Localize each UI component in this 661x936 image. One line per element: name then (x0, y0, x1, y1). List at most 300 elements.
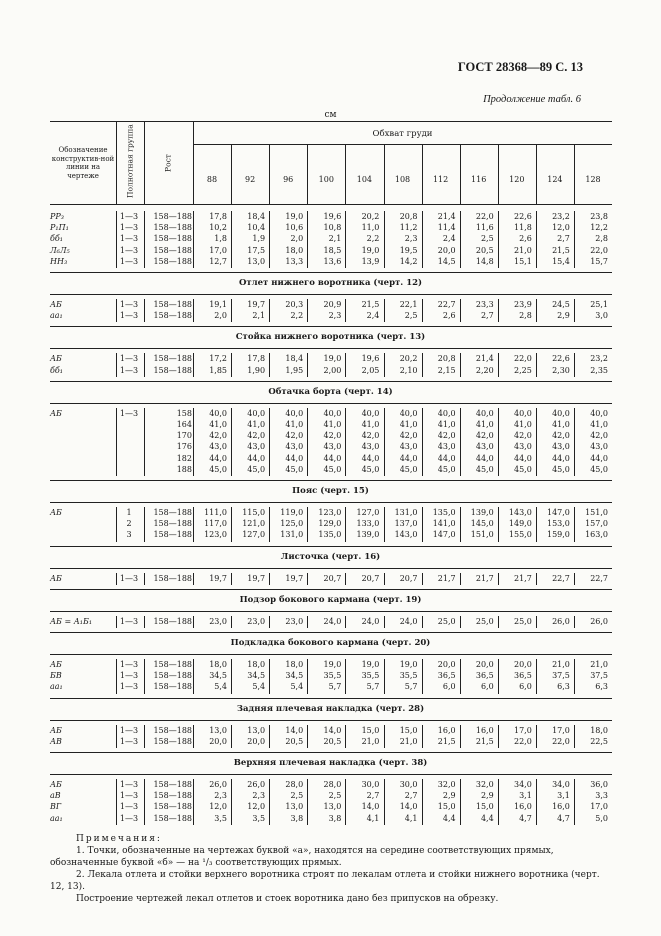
table-cell: 2,0 (290, 234, 304, 244)
table-cell: 45,0 (361, 464, 380, 474)
table-cell: 17,0 (209, 245, 227, 255)
table-cell: 20,2 (361, 212, 380, 221)
table-cell: 10,6 (285, 223, 304, 233)
table-cell: 4,1 (404, 813, 418, 823)
table-cell: 35,5 (399, 671, 418, 681)
table-cell: 159,0 (546, 530, 570, 540)
table-row (50, 212, 612, 222)
table-cell: 40,0 (475, 408, 494, 418)
table-cell: 2,15 (437, 365, 456, 375)
table-cell: 1,9 (252, 234, 266, 244)
table-cell: 41,0 (437, 420, 456, 429)
section-title: Обтачка борта (черт. 14) (268, 386, 393, 397)
table-cell: 28,0 (285, 780, 304, 789)
table-cell: 15,0 (475, 802, 494, 812)
table-cell: 35,5 (361, 671, 380, 681)
table-cell: 40,0 (361, 408, 380, 418)
table-cell: 137,0 (394, 519, 418, 529)
table-row (50, 442, 612, 452)
table-row (50, 431, 612, 441)
table-cell: 2,2 (366, 234, 380, 244)
table-cell: 2,7 (557, 234, 570, 244)
table-row (50, 234, 612, 244)
size-header: 108 (394, 175, 411, 184)
table-cell: 40,0 (552, 408, 570, 418)
table-cell: 20,7 (323, 573, 342, 583)
row-group: 1—3 (119, 245, 139, 255)
section-title: Подзор бокового кармана (черт. 19) (239, 594, 422, 605)
table-cell: 44,0 (475, 453, 494, 463)
table-cell: 44,0 (513, 453, 532, 463)
table-cell: 15,0 (361, 725, 380, 735)
table-cell: 41,0 (247, 420, 266, 429)
row-designation: АБ (50, 780, 62, 789)
size-header: 124 (547, 175, 563, 184)
table-cell: 18,0 (285, 660, 304, 669)
table-cell: 34,5 (209, 671, 227, 681)
table-cell: 42,0 (361, 431, 380, 441)
table-cell: 21,0 (552, 660, 570, 669)
table-cell: 10,4 (247, 223, 266, 233)
table-cell: 2,10 (399, 365, 418, 375)
size-header: 88 (206, 175, 218, 184)
table-cell: 15,0 (399, 725, 418, 735)
table-row (50, 420, 612, 430)
row-designation: НН₃ (50, 256, 68, 266)
table-row (50, 465, 612, 475)
table-cell: 21,7 (513, 573, 532, 583)
table-cell: 44,0 (323, 453, 342, 463)
table-cell: 21,5 (437, 736, 456, 746)
table-cell: 43,0 (361, 442, 380, 452)
table-row (50, 682, 612, 692)
table-cell: 17,2 (209, 354, 227, 364)
row-designation: АБ (50, 725, 62, 735)
table-cell: 163,0 (585, 530, 608, 540)
note-item: Построение чертежей лекал отлетов и стоек воротника дано без припусков на обрезку. (76, 893, 499, 904)
table-cell: 127,0 (356, 508, 380, 517)
row-height: 158—188 (153, 223, 192, 233)
table-cell: 22,0 (475, 212, 494, 221)
table-cell: 129,0 (318, 519, 342, 529)
row-height: 158 (176, 408, 192, 418)
row-designation: аа₁ (50, 311, 63, 321)
table-row (50, 311, 612, 321)
table-cell: 24,0 (361, 616, 380, 626)
table-cell: 22,0 (590, 245, 608, 255)
table-cell: 153,0 (546, 519, 570, 529)
table-cell: 2,4 (366, 311, 380, 321)
table-cell: 34,5 (247, 671, 266, 681)
table-cell: 123,0 (318, 508, 342, 517)
table-cell: 42,0 (552, 431, 570, 441)
table-cell: 42,0 (247, 431, 266, 441)
row-group: 1—3 (119, 671, 139, 681)
table-cell: 43,0 (437, 442, 456, 452)
table-cell: 5,7 (404, 682, 418, 692)
designation-header: Обозначение конструктив-ной линии на чертеже (51, 146, 115, 180)
row-group: 1—3 (119, 311, 139, 321)
table-cell: 13,0 (247, 256, 266, 266)
unit-label: см (324, 110, 337, 120)
row-designation: Л₆Л₅ (50, 245, 70, 255)
table-cell: 43,0 (209, 442, 227, 452)
table-cell: 36,5 (513, 671, 532, 681)
table-cell: 2,30 (552, 365, 570, 375)
table-cell: 18,0 (590, 725, 608, 735)
table-cell: 2,8 (595, 234, 608, 244)
row-designation: АБ (50, 408, 62, 418)
table-row (50, 519, 612, 529)
table-cell: 17,0 (552, 725, 570, 735)
table-cell: 4,7 (519, 813, 532, 823)
table-cell: 10,8 (323, 223, 342, 233)
table-cell: 16,0 (552, 802, 570, 812)
table-cell: 41,0 (361, 420, 380, 429)
table-cell: 42,0 (399, 431, 418, 441)
table-cell: 22,0 (513, 354, 532, 364)
row-group: 1—3 (119, 780, 139, 789)
row-group: 1—3 (119, 300, 139, 309)
table-cell: 41,0 (475, 420, 494, 429)
table-cell: 21,7 (437, 573, 456, 583)
table-cell: 2,2 (290, 311, 304, 321)
section-title: Отлет нижнего воротника (черт. 12) (238, 278, 423, 288)
table-cell: 19,7 (285, 573, 304, 583)
table-cell: 44,0 (399, 453, 418, 463)
section-title: Пояс (черт. 15) (292, 486, 369, 496)
size-header: 128 (585, 175, 601, 184)
table-cell: 24,0 (323, 616, 342, 626)
table-cell: 12,0 (552, 223, 570, 233)
table-cell: 21,7 (475, 573, 494, 583)
row-height: 158—188 (153, 573, 192, 583)
size-header: 112 (432, 175, 449, 184)
table-cell: 22,0 (552, 736, 570, 746)
table-cell: 44,0 (361, 453, 380, 463)
table-cell: 1,8 (214, 234, 227, 244)
table-cell: 20,8 (437, 354, 456, 364)
row-designation: РР₃ (50, 212, 64, 221)
table-cell: 6,0 (519, 682, 532, 692)
table-cell: 10,2 (209, 223, 227, 233)
table-cell: 43,0 (513, 442, 532, 452)
table-cell: 14,0 (285, 725, 304, 735)
row-height: 158—188 (153, 234, 192, 244)
table-cell: 3,5 (214, 813, 227, 823)
table-cell: 45,0 (209, 464, 227, 474)
table-cell: 19,0 (361, 245, 380, 255)
notes-title: Примечания: (76, 833, 162, 844)
group-header: Полнотная группа (125, 124, 135, 198)
row-designation: АБ (50, 300, 62, 309)
row-designation: бб₁ (50, 365, 63, 375)
section-title: Стойка нижнего воротника (черт. 13) (235, 332, 426, 343)
table-cell: 22,6 (552, 354, 570, 364)
table-row (50, 223, 612, 233)
row-group: 1—3 (119, 616, 139, 626)
table-cell: 11,4 (437, 223, 456, 233)
table-cell: 44,0 (247, 453, 266, 463)
row-height: 170 (176, 431, 192, 441)
table-cell: 12,2 (590, 223, 608, 233)
table-cell: 2,7 (480, 311, 494, 321)
table-cell: 23,2 (590, 354, 608, 364)
table-cell: 23,3 (475, 300, 494, 309)
table-cell: 1,90 (247, 365, 266, 375)
table-cell: 5,4 (252, 682, 266, 692)
row-group: 2 (126, 519, 132, 529)
row-designation: АБ = А₁Б₁ (50, 616, 93, 626)
table-cell: 44,0 (285, 453, 304, 463)
table-cell: 20,0 (475, 660, 494, 669)
table-cell: 40,0 (513, 408, 532, 418)
table-cell: 12,0 (247, 802, 266, 812)
row-designation: АБ (50, 508, 62, 517)
table-cell: 36,5 (475, 671, 494, 681)
table-cell: 15,1 (513, 256, 532, 266)
table-cell: 19,0 (361, 660, 380, 669)
table-row (50, 737, 612, 747)
table-cell: 6,0 (442, 682, 456, 692)
note-item: 2. Лекала отлета и стойки верхнего воротника строят по лекалам отлета и стойки нижнего воротника (черт. 12, 13). (50, 869, 600, 892)
table-cell: 21,0 (399, 736, 418, 746)
table-cell: 25,1 (590, 300, 608, 309)
table-cell: 42,0 (285, 431, 304, 441)
table-cell: 2,05 (361, 365, 380, 375)
chest-girth-header: Обхват груди (372, 129, 433, 139)
table-cell: 32,0 (437, 780, 456, 789)
table-cell: 42,0 (437, 431, 456, 441)
table-cell: 19,7 (209, 573, 227, 583)
table-cell: 28,0 (323, 780, 342, 789)
table-cell: 6,3 (557, 682, 570, 692)
row-group: 1—3 (119, 354, 139, 364)
table-cell: 20,5 (475, 245, 494, 255)
table-row (50, 354, 612, 364)
table-cell: 2,3 (252, 791, 266, 801)
row-height: 158—188 (153, 616, 192, 626)
table-cell: 19,0 (323, 354, 342, 364)
table-cell: 123,0 (204, 530, 227, 540)
table-cell: 40,0 (247, 408, 266, 418)
table-cell: 5,0 (595, 813, 608, 823)
table-cell: 45,0 (247, 464, 266, 474)
table-cell: 133,0 (356, 519, 380, 529)
height-header: Рост (163, 154, 173, 172)
table-cell: 14,5 (437, 256, 456, 266)
row-group: 1—3 (119, 573, 139, 583)
table-cell: 44,0 (209, 453, 227, 463)
table-cell: 30,0 (361, 780, 380, 789)
table-cell: 24,0 (399, 616, 418, 626)
table-cell: 23,0 (209, 616, 227, 626)
table-cell: 5,7 (366, 682, 380, 692)
table-cell: 2,0 (214, 311, 227, 321)
table-cell: 40,0 (590, 408, 608, 418)
table-row (50, 454, 612, 464)
table-cell: 32,0 (475, 780, 494, 789)
table-cell: 14,2 (399, 256, 418, 266)
table-cell: 14,8 (475, 256, 494, 266)
table-cell: 41,0 (285, 420, 304, 429)
table-cell: 117,0 (204, 519, 227, 529)
table-cell: 19,1 (209, 300, 227, 309)
table-row (50, 508, 612, 518)
table-cell: 40,0 (437, 408, 456, 418)
row-group: 1—3 (119, 234, 139, 244)
table-row (50, 814, 612, 824)
table-cell: 23,2 (552, 212, 570, 221)
table-cell: 44,0 (590, 453, 608, 463)
row-designation: Р₁П₁ (50, 223, 69, 233)
table-cell: 139,0 (470, 508, 494, 517)
table-cell: 20,0 (209, 736, 227, 746)
row-designation: АБ (50, 660, 62, 669)
table-cell: 17,5 (247, 245, 266, 255)
row-group: 3 (126, 530, 132, 540)
table-cell: 6,3 (595, 682, 608, 692)
table-cell: 18,0 (285, 245, 304, 255)
table-cell: 127,0 (242, 530, 266, 540)
table-cell: 41,0 (323, 420, 342, 429)
table-cell: 3,0 (595, 311, 608, 321)
table-cell: 43,0 (590, 442, 608, 452)
row-height: 158—188 (153, 354, 192, 364)
table-cell: 3,5 (252, 813, 266, 823)
row-height: 158—188 (153, 736, 192, 746)
table-cell: 19,7 (247, 573, 266, 583)
table-cell: 135,0 (318, 530, 342, 540)
row-group: 1—3 (119, 682, 139, 692)
table-cell: 143,0 (394, 530, 418, 540)
table-cell: 45,0 (323, 464, 342, 474)
table-cell: 42,0 (590, 431, 608, 441)
table-row (50, 660, 612, 670)
row-designation: аВ (50, 791, 61, 801)
table-row (50, 780, 612, 790)
table-cell: 2,3 (404, 234, 418, 244)
table-cell: 17,0 (590, 802, 608, 812)
table-cell: 21,5 (361, 300, 380, 309)
table-cell: 20,3 (285, 300, 304, 309)
table-row (50, 530, 612, 540)
table-row (50, 671, 612, 681)
table-cell: 26,0 (247, 780, 266, 789)
table-cell: 25,0 (437, 616, 456, 626)
row-designation: АБ (50, 573, 62, 583)
row-height: 164 (176, 420, 192, 429)
table-cell: 24,5 (552, 300, 570, 309)
table-cell: 2,5 (404, 311, 418, 321)
table-cell: 15,7 (590, 256, 608, 266)
table-cell: 21,5 (475, 736, 494, 746)
table-cell: 45,0 (399, 464, 418, 474)
table-cell: 139,0 (356, 530, 380, 540)
row-designation: ВГ (50, 802, 62, 812)
table-cell: 145,0 (470, 519, 494, 529)
table-cell: 40,0 (285, 408, 304, 418)
table-cell: 36,5 (437, 671, 456, 681)
table-cell: 22,7 (590, 573, 608, 583)
table-cell: 18,0 (247, 660, 266, 669)
table-cell: 37,5 (590, 671, 608, 681)
table-cell: 40,0 (323, 408, 342, 418)
table-cell: 23,9 (513, 300, 532, 309)
table-cell: 17,8 (247, 354, 266, 364)
table-row (50, 617, 612, 627)
table-cell: 5,4 (214, 682, 227, 692)
table-cell: 19,7 (247, 300, 266, 309)
table-cell: 15,0 (437, 802, 456, 812)
table-cell: 18,4 (285, 354, 304, 364)
table-cell: 147,0 (432, 530, 456, 540)
table-cell: 2,1 (252, 311, 266, 321)
table-cell: 16,0 (437, 725, 456, 735)
table-cell: 17,0 (513, 725, 532, 735)
table-cell: 2,6 (519, 234, 532, 244)
table-cell: 21,0 (590, 660, 608, 669)
table-cell: 22,7 (437, 300, 456, 309)
table-cell: 43,0 (247, 442, 266, 452)
table-cell: 3,8 (328, 813, 342, 823)
row-height: 158—188 (153, 519, 192, 529)
table-cell: 3,1 (519, 791, 532, 801)
table-cell: 155,0 (508, 530, 532, 540)
table-cell: 22,6 (513, 212, 532, 221)
section-title: Подкладка бокового кармана (черт. 20) (230, 638, 431, 648)
table-cell: 143,0 (508, 508, 532, 517)
table-cell: 2,00 (323, 365, 342, 375)
table-cell: 22,0 (513, 736, 532, 746)
table-cell: 11,0 (361, 223, 380, 233)
row-height: 158—188 (153, 245, 192, 255)
table-cell: 13,0 (209, 725, 227, 735)
table-row (50, 366, 612, 376)
table-cell: 35,5 (323, 671, 342, 681)
table-cell: 15,4 (552, 256, 570, 266)
table-row (50, 802, 612, 812)
row-height: 158—188 (153, 671, 192, 681)
table-cell: 2,9 (442, 791, 456, 801)
table-row (50, 246, 612, 256)
table-cell: 41,0 (590, 420, 608, 429)
row-group: 1—3 (119, 725, 139, 735)
table-cell: 45,0 (552, 464, 570, 474)
table-cell: 41,0 (209, 420, 227, 429)
table-cell: 115,0 (242, 508, 266, 517)
table-cell: 4,7 (557, 813, 570, 823)
table-cell: 2,8 (519, 311, 532, 321)
row-group: 1—3 (119, 408, 139, 418)
row-group: 1—3 (119, 212, 139, 221)
table-cell: 2,20 (475, 365, 494, 375)
row-group: 1—3 (119, 736, 139, 746)
table-cell: 25,0 (513, 616, 532, 626)
table-cell: 21,4 (437, 212, 456, 221)
row-height: 158—188 (153, 530, 192, 540)
row-designation: бб₁ (50, 234, 63, 244)
table-cell: 22,1 (399, 300, 418, 309)
table-cell: 141,0 (432, 519, 456, 529)
table-cell: 19,0 (285, 212, 304, 221)
row-height: 158—188 (153, 682, 192, 692)
table-cell: 42,0 (209, 431, 227, 441)
table-cell: 13,0 (323, 802, 342, 812)
row-height: 158—188 (153, 300, 192, 309)
row-designation: АБ (50, 354, 62, 364)
table-cell: 45,0 (285, 464, 304, 474)
